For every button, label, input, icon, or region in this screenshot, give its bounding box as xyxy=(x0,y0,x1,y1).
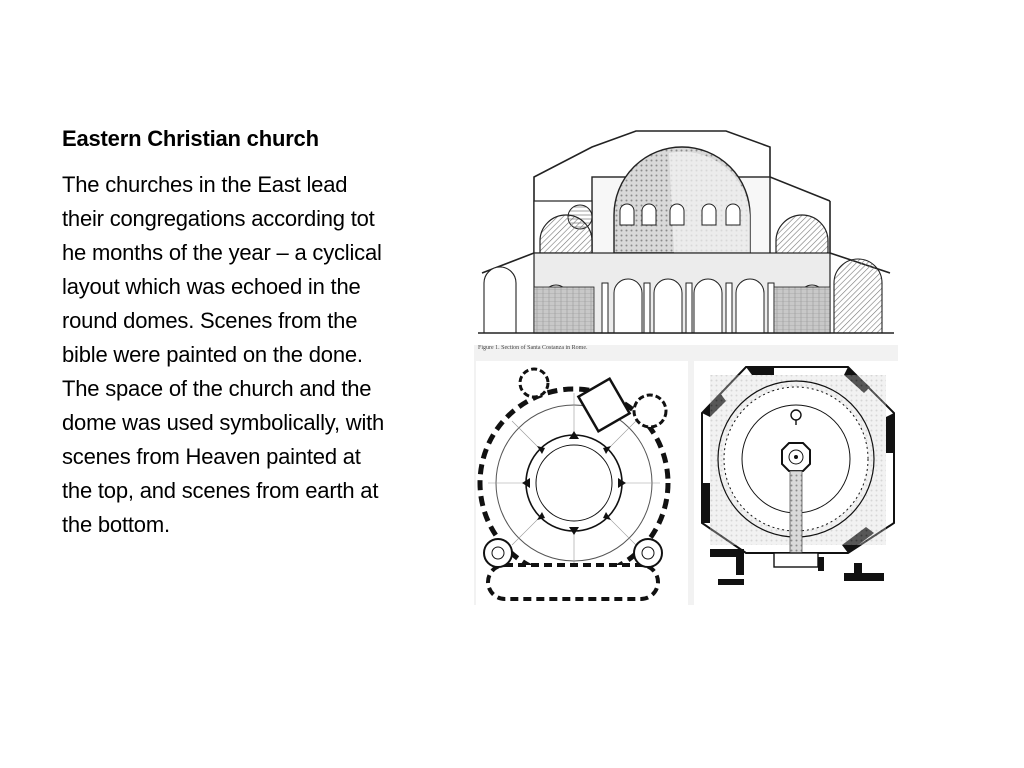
figure-caption: Figure 1. Section of Santa Costanza in Rome. xyxy=(478,345,588,351)
church-section-drawing xyxy=(474,113,898,351)
floor-plan-right xyxy=(694,361,898,605)
architecture-figure xyxy=(474,113,898,605)
slide-heading: Eastern Christian church xyxy=(62,126,319,151)
slide-body-text: The churches in the East lead their congregations according tot he months of the year – a cyclical layout which was echoed in the round domes. Scenes from the bible were painted on the done. The space of the church and the dome was used symbolically, with scenes from Heaven painted at the top, and scenes from earth at the bottom. xyxy=(62,172,385,537)
text-column xyxy=(62,124,392,542)
floor-plan-left xyxy=(476,361,688,605)
